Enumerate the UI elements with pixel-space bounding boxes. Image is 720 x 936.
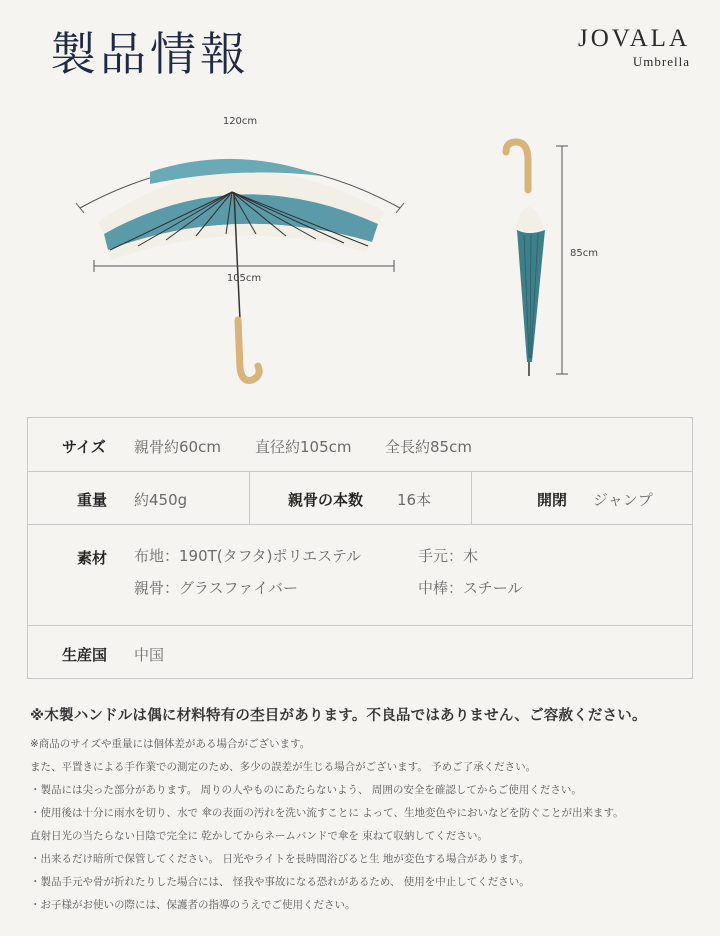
ribs-value: 16本 [397,491,432,509]
size-label: サイズ [62,438,106,456]
note-line: また、平置きによる手作業での測定のため、多少の誤差が生じる場合がございます。 予めご了承ください。 [30,761,537,773]
page-title: 製品情報 [50,27,250,81]
open-value: ジャンプ [593,491,653,509]
width-label: 120cm [222,116,258,127]
closed-handle [506,142,528,190]
weight-value: 約450g [134,491,188,509]
size-rib-value: 親骨約60cm [134,438,221,456]
wood-handle-notice: ※木製ハンドルは偶に材料特有の杢目があります。不良品ではありません、ご容赦ください。 [30,708,647,724]
note-line: ・製品手元や骨が折れたりした場合には、 怪我や事故になる恐れがあるため、 使用を中止してください。 [30,876,530,888]
umbrella-illustration [0,100,720,400]
material-fabric: 布地：190T(タフタ)ポリエステル [134,547,362,565]
length-label: 85cm [570,248,598,259]
note-line: 直射日光の当たらない日陰で完全に 乾かしてからネームバンドで傘を 束ねて収納してください。 [30,830,488,842]
product-figure [0,100,720,400]
wooden-handle [238,320,259,381]
closed-trim [516,207,544,231]
size-diameter-value: 直径約105cm [255,438,352,456]
weight-label: 重量 [77,491,108,509]
brand-logo [578,26,690,70]
origin-value: 中国 [134,646,165,664]
note-line: ※商品のサイズや重量には個体差がある場合がございます。 [30,738,311,750]
material-handle: 手元：木 [418,547,479,565]
note-line: ・お子様がお使いの際には、保護者の指導のうえでご使用ください。 [30,899,356,911]
material-rib: 親骨：グラスファイバー [134,579,298,597]
spec-table [27,417,693,679]
diameter-label: 105cm [226,273,262,284]
brand-name: JOVALA [578,25,690,52]
open-label: 開閉 [537,491,568,509]
notes-section [30,704,700,917]
ribs-label: 親骨の本数 [288,491,364,509]
origin-label: 生産国 [62,646,108,664]
material-shaft: 中棒：スチール [418,579,523,597]
brand-subtitle: Umbrella [632,54,690,69]
material-label: 素材 [77,549,108,567]
note-line: ・使用後は十分に雨水を切り、水で 傘の表面の汚れを洗い流すことに よって、生地変色やにおいなどを防ぐことが出来ます。 [30,807,624,819]
size-length-value: 全長約85cm [385,438,472,456]
note-line: ・製品には尖った部分があります。 周りの人やものにあたらないよう、 周囲の安全を確認してからご使用ください。 [30,784,582,796]
note-line: ・出来るだけ暗所で保管してください。 日光やライトを長時間浴びると生 地が変色する場合があります。 [30,853,530,865]
